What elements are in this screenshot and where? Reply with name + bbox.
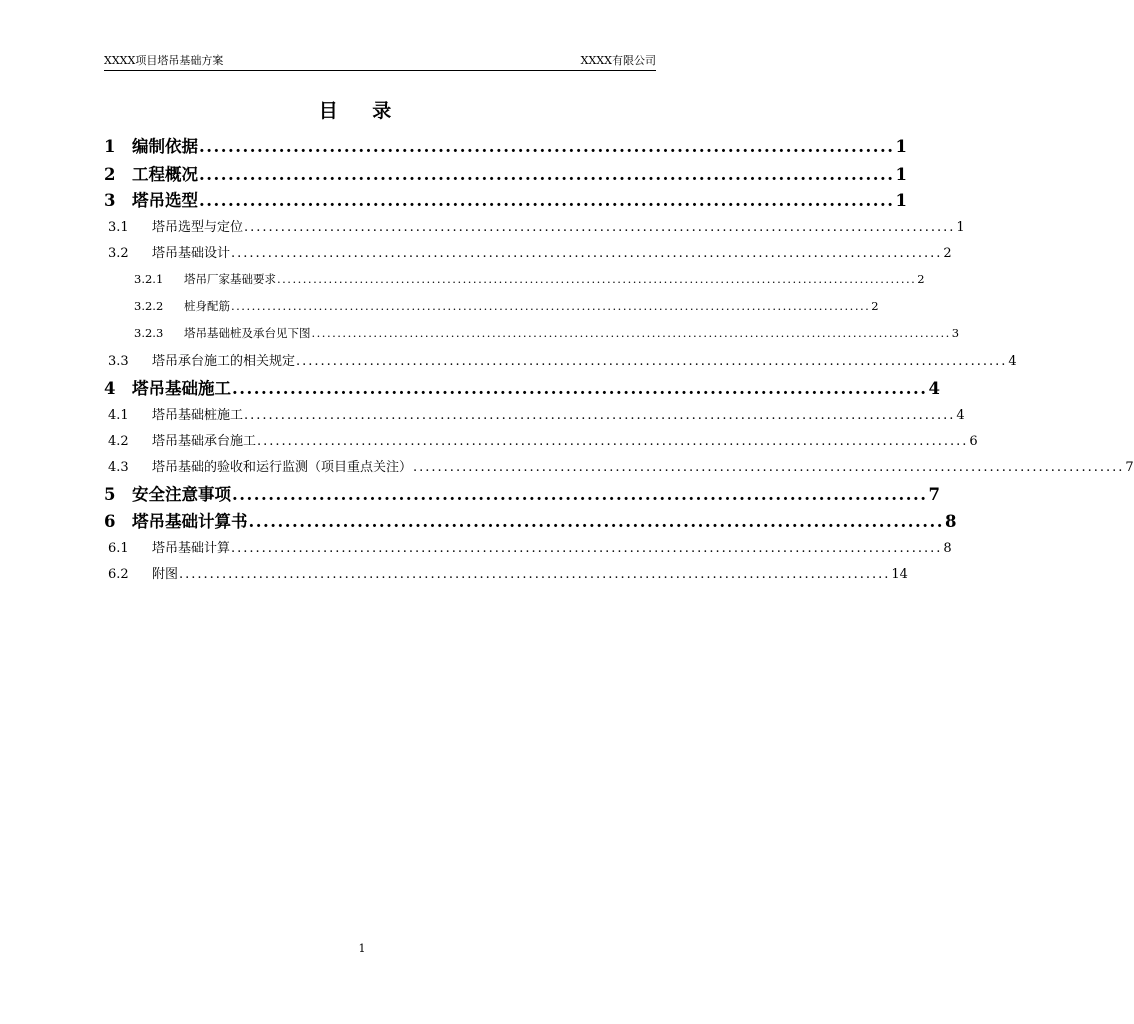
toc-entry-number: 4 — [104, 379, 116, 398]
toc-entry[interactable] — [108, 430, 978, 449]
toc-entry[interactable] — [108, 537, 952, 556]
toc-entry-page: 1 — [895, 191, 907, 210]
toc-entry[interactable] — [108, 456, 1134, 475]
page-header — [104, 52, 656, 71]
dot-leader: ............................................................................................................................ — [277, 272, 917, 286]
page-number: 1 — [358, 942, 366, 955]
toc-entry-number: 3.2 — [108, 246, 129, 261]
toc-entry[interactable] — [108, 563, 908, 582]
dot-leader: ................................................................................................ — [199, 191, 895, 210]
toc-entry-label: 塔吊基础桩及承台见下图 — [184, 326, 311, 340]
toc-entry-page: 14 — [891, 567, 908, 582]
toc-entry-page: 4 — [928, 379, 940, 398]
dot-leader: .................................................................................................................... — [179, 567, 891, 582]
toc-entry-label: 塔吊基础的验收和运行监测（项目重点关注） — [152, 460, 413, 475]
toc-entry[interactable] — [134, 298, 879, 314]
dot-leader: .................................................................................................................... — [244, 220, 956, 235]
toc-entry-number: 6 — [104, 512, 116, 531]
dot-leader: .................................................................................................................... — [244, 408, 956, 423]
toc-entry-number: 2 — [104, 165, 116, 184]
dot-leader: ............................................................................................................................ — [231, 299, 871, 313]
toc-entry[interactable] — [108, 216, 965, 235]
toc-entry-number: 6.1 — [108, 541, 129, 556]
toc-entry-page: 8 — [944, 512, 957, 531]
toc-entry-page: 7 — [1125, 460, 1134, 475]
toc-entry[interactable] — [108, 350, 1017, 369]
toc-entry-number: 3.1 — [108, 220, 129, 235]
toc-entry-number: 3.2.1 — [134, 272, 164, 286]
toc-entry-number: 5 — [104, 485, 116, 504]
toc-entry-page: 1 — [956, 220, 965, 235]
toc-entry-page: 2 — [943, 246, 952, 261]
toc-entry-label: 编制依据 — [132, 137, 198, 156]
toc-entry-number: 3.2.3 — [134, 326, 164, 340]
header-project-title: XXXX项目塔吊基础方案 — [104, 54, 224, 67]
toc-entry-page: 1 — [895, 137, 907, 156]
toc-entry-label: 塔吊承台施工的相关规定 — [152, 354, 296, 369]
dot-leader: .................................................................................................................... — [257, 434, 969, 449]
toc-entry[interactable] — [104, 508, 957, 532]
dot-leader: ................................................................................................ — [232, 379, 928, 398]
toc-entry-page: 4 — [956, 408, 965, 423]
toc-entry[interactable] — [104, 481, 940, 505]
toc-entry-label: 工程概况 — [132, 165, 198, 184]
toc-entry-label: 塔吊基础计算书 — [132, 512, 248, 531]
toc-entry-label: 塔吊选型 — [132, 191, 198, 210]
toc-entry-page: 1 — [895, 165, 907, 184]
toc-entry-number: 3.2.2 — [134, 299, 164, 313]
toc-entry-label: 附图 — [152, 567, 179, 582]
toc-entry-label: 塔吊选型与定位 — [152, 220, 244, 235]
toc-entry-page: 2 — [871, 299, 879, 313]
toc-entry[interactable] — [104, 161, 907, 185]
header-company-name: XXXX有限公司 — [580, 54, 656, 67]
toc-entry-number: 3 — [104, 191, 116, 210]
toc-entry-number: 4.3 — [108, 460, 129, 475]
toc-entry-page: 3 — [951, 326, 960, 340]
toc-entry[interactable] — [104, 187, 907, 211]
toc-entry-label: 塔吊基础承台施工 — [152, 434, 257, 449]
toc-entry-label: 桩身配筋 — [184, 299, 230, 313]
dot-leader: .................................................................................................................... — [296, 354, 1008, 369]
toc-entry[interactable] — [108, 242, 952, 261]
toc-entry-page: 4 — [1008, 354, 1017, 369]
toc-entry-page: 6 — [969, 434, 978, 449]
toc-entry-page: 2 — [917, 272, 925, 286]
toc-entry-number: 3.3 — [108, 354, 129, 369]
dot-leader: ................................................................................................ — [199, 137, 895, 156]
toc-entry-label: 塔吊厂家基础要求 — [184, 272, 276, 286]
toc-entry-page: 7 — [928, 485, 940, 504]
dot-leader: ................................................................................................ — [248, 512, 944, 531]
dot-leader: .................................................................................................................... — [231, 541, 943, 556]
toc-entry-label: 安全注意事项 — [132, 485, 231, 504]
toc-entry-number: 6.2 — [108, 567, 129, 582]
toc-entry-number: 4.2 — [108, 434, 129, 449]
dot-leader: ................................................................................................ — [232, 485, 928, 504]
toc-entry-page: 8 — [943, 541, 952, 556]
toc-entry[interactable] — [108, 404, 965, 423]
toc-entry[interactable] — [104, 375, 940, 399]
toc-entry-label: 塔吊基础施工 — [132, 379, 231, 398]
dot-leader: .................................................................................................................... — [231, 246, 943, 261]
toc-title: 目 录 — [318, 100, 406, 122]
toc-entry-number: 4.1 — [108, 408, 129, 423]
dot-leader: ............................................................................................................................ — [311, 326, 951, 340]
toc-entry-number: 1 — [104, 137, 116, 156]
toc-entry-label: 塔吊基础桩施工 — [152, 408, 244, 423]
toc-entry-label: 塔吊基础计算 — [152, 541, 231, 556]
toc-entry[interactable] — [134, 325, 960, 341]
toc-entry[interactable] — [134, 271, 925, 287]
dot-leader: .................................................................................................................... — [413, 460, 1125, 475]
toc-entry-label: 塔吊基础设计 — [152, 246, 231, 261]
dot-leader: ................................................................................................ — [199, 165, 895, 184]
toc-entry[interactable] — [104, 133, 907, 157]
